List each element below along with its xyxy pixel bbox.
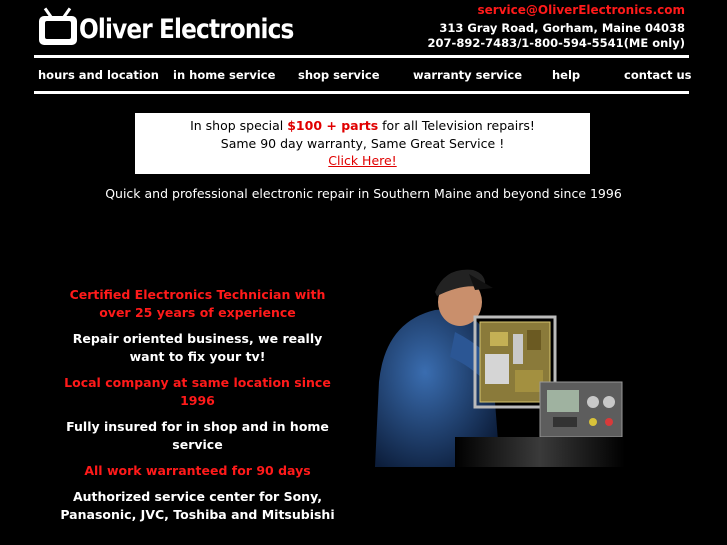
phone-text: 207-892-7483/1-800-594-5541(ME only): [427, 36, 685, 50]
email-link[interactable]: service@OliverElectronics.com: [477, 3, 685, 17]
logo[interactable]: [38, 6, 294, 48]
promo-price: $100 + parts: [287, 118, 379, 133]
address-text: 313 Gray Road, Gorham, Maine 04038: [439, 21, 685, 35]
nav-help[interactable]: help: [552, 68, 581, 82]
promo-box: [135, 113, 590, 174]
feature-item: Local company at same location since 1996: [64, 375, 331, 408]
nav-shop-service[interactable]: shop service: [298, 68, 380, 82]
main-nav: [34, 58, 692, 91]
nav-contact-us[interactable]: contact us: [624, 68, 692, 82]
feature-item: Repair oriented business, we really want to fix your tv!: [72, 331, 323, 364]
nav-rule-bottom: [34, 91, 689, 94]
tv-icon: [39, 16, 77, 45]
feature-item: All work warranteed for 90 days: [84, 463, 311, 478]
nav-in-home-service[interactable]: in home service: [173, 68, 276, 82]
promo-click-here-link[interactable]: Click Here!: [328, 153, 397, 168]
logo-text: Oliver Electronics: [79, 14, 294, 45]
technician-photo: [365, 262, 627, 467]
feature-item: Authorized service center for Sony, Panasonic, JVC, Toshiba and Mitsubishi: [60, 489, 335, 522]
nav-warranty-service[interactable]: warranty service: [413, 68, 523, 82]
tagline: Quick and professional electronic repair in Southern Maine and beyond since 1996: [105, 186, 622, 201]
feature-list: [55, 286, 340, 532]
nav-hours-and-location[interactable]: hours and location: [38, 68, 159, 82]
promo-line-2: Same 90 day warranty, Same Great Service !: [220, 135, 505, 151]
promo-line-1: In shop special $100 + parts for all Television repairs!: [190, 118, 535, 133]
feature-item: Fully insured for in shop and in home service: [66, 419, 329, 452]
feature-item: Certified Electronics Technician with over 25 years of experience: [69, 287, 326, 320]
